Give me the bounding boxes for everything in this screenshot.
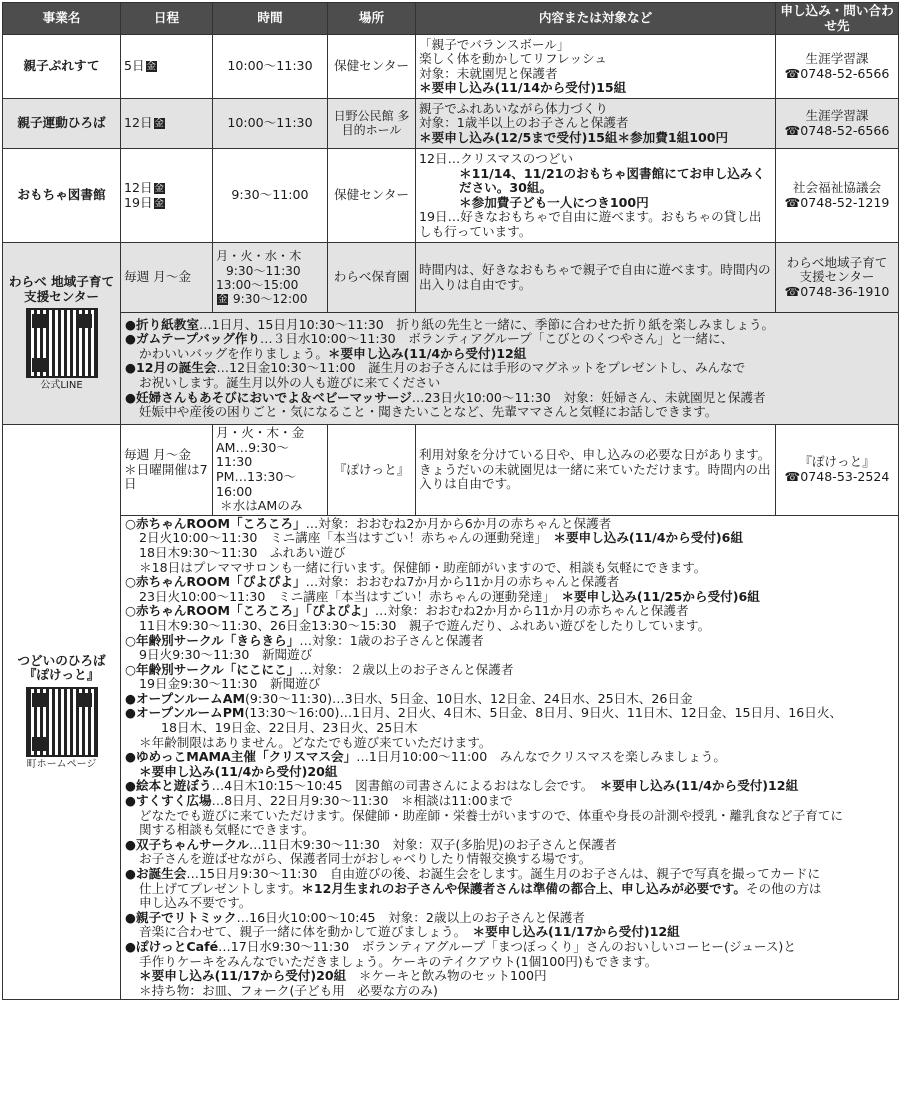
event-place: わらべ保育園 <box>328 243 416 313</box>
event-time: 月・火・水・木 9:30〜11:30 13:00〜15:00 金 9:30〜12:00 <box>213 243 328 313</box>
list-item: ●すくすく広場…8日月、22日月9:30〜11:30 ＊相談は11:00まで <box>125 793 513 809</box>
list-item: ●ゆめっこMAMA主催「クリスマス会」…1日月10:00〜11:00 みんなでクリスマスを楽しみましょう。 <box>125 749 726 765</box>
event-name-waribe: わらべ 地域子育て 支援センター 公式LINE <box>3 243 121 425</box>
event-contact: 生涯学習課 ☎0748-52-6566 <box>776 35 899 99</box>
list-item: ●親子でリトミック…16日火10:00〜10:45 対象：2歳以上のお子さんと保護者 <box>125 909 585 925</box>
list-item: ○赤ちゃんROOM「ぴよぴよ」…対象：おおむね7か月から11か月の赤ちゃんと保護者 <box>125 574 620 590</box>
event-place: 保健センター <box>328 35 416 99</box>
header-content: 内容または対象など <box>416 3 776 35</box>
list-item: ○年齢別サークル「きらきら」…対象：1歳のお子さんと保護者 <box>125 632 484 648</box>
activity-list <box>3 313 899 425</box>
header-time: 時間 <box>213 3 328 35</box>
list-item: ●絵本と遊ぼう…4日木10:15〜10:45 図書館の司書さんによるおはなし会です。 ＊要申し込み(11/4から受付)12組 <box>125 778 799 794</box>
activity-cell: ●折り紙教室…1日月、15日月10:30〜11:30 折り紙の先生と一緒に、季節に合わせた折り紙を楽しみましょう。 ●ガムテープバッグ作り…３日水10:00〜11:30 ボランティアグループ「こびとのくつやさん」と一緒に、 かわいいバッグを作りましょう。＊要申し込み(11/4から受付)12組 ●12月の誕生会…12日金10:30〜11:00 誕生月のお子さんには手形のマグネットをプレゼントし、みんなで お祝いします。誕生月以外の人も遊びに来てください ●妊婦さんもあそびにおいでよ＆ベビーマッサージ…23日火10:00〜11:30 対象：妊婦さん、未就園児と保護者 妊娠中や産後の困りごと・気になること・聞きたいことなど、先輩ママさんと気軽にお話しできます。 <box>121 313 899 425</box>
table-row <box>3 149 899 243</box>
event-date: 毎週 月〜金 <box>121 243 213 313</box>
event-time: 10:00〜11:30 <box>213 35 328 99</box>
list-item: ○年齢別サークル「にこにこ」…対象：２歳以上のお子さんと保護者 <box>125 661 514 677</box>
table-row <box>3 99 899 149</box>
table-row <box>3 243 899 313</box>
event-time: 9:30〜11:00 <box>213 149 328 243</box>
event-place: 保健センター <box>328 149 416 243</box>
list-item: ●オープンルームPM(13:30〜16:00)…1日月、2日火、4日木、5日金、8日月、9日火、11日木、12日金、15日月、16日火、 <box>125 705 843 721</box>
event-content: 「親子でバランスボール」 楽しく体を動かしてリフレッシュ 対象：未就園児と保護者 ＊要申し込み(11/14から受付)15組 <box>416 35 776 99</box>
list-item: ●お誕生会…15日月9:30〜11:30 自由遊びの後、お誕生会をします。誕生月のお子さんは、親子で写真を撮ってカードに <box>125 866 821 881</box>
list-item: ●双子ちゃんサークル…11日木9:30〜11:30 対象：双子(多胎児)のお子さんと保護者 <box>125 836 617 852</box>
event-name-pocket: つどいのひろば 『ぽけっと』 町ホームページ <box>3 425 121 1000</box>
list-item: ●妊婦さんもあそびにおいでよ＆ベビーマッサージ…23日火10:00〜11:30 対象：妊婦さん、未就園児と保護者 <box>125 389 766 405</box>
event-contact: 生涯学習課 ☎0748-52-6566 <box>776 99 899 149</box>
event-place: 『ぽけっと』 <box>328 425 416 516</box>
activity-cell: ○赤ちゃんROOM「ころころ」…対象：おおむね2か月から6か月の赤ちゃんと保護者 2日火10:00〜11:30 ミニ講座「本当はすごい！赤ちゃんの運動発達」 ＊要申し込み(11/4から受付)6組 18日木9:30〜11:30 ふれあい遊び ＊18日はプレママサロンも一緒に行います。保健師・助産師がいますので、相談も気軽にできます。 ○赤ちゃんROOM「ぴよぴよ」…対象：おおむね7か月から11か月の赤ちゃんと保護者 23日火10:00〜11:30 ミニ講座「本当はすごい！赤ちゃんの運動発達」 ＊要申し込み(11/25から受付)6組 ○赤ちゃんROOM「ころころ」「ぴよぴよ」…対象：おおむね2か月から11か月の赤ちゃんと保護者 11日木9:30〜11:30、26日金13:30〜15:30 親子で遊んだり、ふれあい遊びをしたりしています。 ○年齢別サークル「きらきら」…対象：1歳のお子さんと保護者 9日火9:30〜11:30 新聞遊び ○年齢別サークル「にこにこ」…対象：２歳以上のお子さんと保護者 19日金9:30〜11:30 新聞遊び ●オープンルームAM(9:30〜11:30)…3日水、5日金、10日水、12日金、24日水、25日木、26日金 ●オープンルームPM(13:30〜16:00)…1日月、2日火、4日木、5日金、8日月、9日火、11日木、12日金、15日月、16日火、 18日木、19日金、22日月、23日火、25日木 ＊年齢制限はありません。どなたでも遊び来ていただけます。 ●ゆめっこMAMA主催「クリスマス会」…1日月10:00〜11:00 みんなでクリスマスを楽しみましょう。 ＊要申し込み(11/4から受付)20組 ●絵本と遊ぼう…4日木10:15〜10:45 図書館の司書さんによるおはなし会です。 ＊要申し込み(11/4から受付)12組 ●すくすく広場…8日月、22日月9:30〜11:30 ＊相談は11:00まで どなたでも遊びに来ていただけます。保健師・助産師・栄養士がいますので、体重や身長の計測や授乳・離乳食など子育てに 関する相談も気軽にできます。 ●双子ちゃんサークル…11日木9:30〜11:30 対象：双子(多胎児)のお子さんと保護者 お子さんを遊ばせながら、保護者同士がおしゃべりしたり情報交換する場です。 ●お誕生会…15日月9:30〜11:30 自由遊びの後、お誕生会をします。誕生月のお子さんは、親子で写真を撮ってカードに 仕上げてプレゼントします。＊12月生まれのお子さんや保護者さんは準備の都合上、申し込みが必要です。その他の方は 申し込み不要です。 ●親子でリトミック…16日火10:00〜10:45 対象：2歳以上のお子さんと保護者 音楽に合わせて、親子一緒に体を動かして遊びましょう。 ＊要申し込み(11/17から受付)12組 ●ぽけっとCafé…17日水9:30〜11:30 ボランティアグループ「まつぼっくり」さんのおいしいコーヒー(ジュース)と 手作りケーキをみんなでいただきましょう。ケーキのテイクアウト(1個100円)もできます。 ＊要申し込み(11/17から受付)20組 ＊ケーキと飲み物のセット100円 ＊持ち物：お皿、フォーク(子ども用 必要な方のみ) <box>121 515 899 1000</box>
event-content: 利用対象を分けている日や、申し込みの必要な日があります。きょうだいの未就園児は一緒に来ていただけます。時間内の出入りは自由です。 <box>416 425 776 516</box>
table-row <box>3 425 899 516</box>
activity-list <box>3 515 899 1000</box>
event-content: 時間内は、好きなおもちゃで親子で自由に遊べます。時間内の出入りは自由です。 <box>416 243 776 313</box>
event-time: 10:00〜11:30 <box>213 99 328 149</box>
event-date: 12日 金 19日 金 <box>121 149 213 243</box>
qr-code-icon[interactable] <box>26 687 98 757</box>
event-content: 親子でふれあいながら体力づくり 対象：1歳半以上のお子さんと保護者 ＊要申し込み(12/5まで受付)15組＊参加費1組100円 <box>416 99 776 149</box>
event-name: おもちゃ図書館 <box>3 149 121 243</box>
list-item: ●ぽけっとCafé…17日水9:30〜11:30 ボランティアグループ「まつぼっくり」さんのおいしいコーヒー(ジュース)と <box>125 938 796 954</box>
event-table <box>2 2 899 1000</box>
event-content: 12日…クリスマスのつどい ＊11/14、11/21のおもちゃ図書館にてお申し込みください。30組。 ＊参加費子ども一人につき100円 19日…好きなおもちゃで自由に遊べます。おもちゃの貸し出しも行っています。 <box>416 149 776 243</box>
event-time: 月・火・木・金 AM…9:30〜11:30 PM…13:30〜16:00 ＊水はAMのみ <box>213 425 328 516</box>
event-date: 12日 金 <box>121 99 213 149</box>
header-date: 日程 <box>121 3 213 35</box>
event-place: 日野公民館 多目的ホール <box>328 99 416 149</box>
event-contact: わらべ地域子育て 支援センター ☎0748-36-1910 <box>776 243 899 313</box>
event-contact: 社会福祉協議会 ☎0748-52-1219 <box>776 149 899 243</box>
event-name: 親子ぷれすて <box>3 35 121 99</box>
qr-code-icon[interactable] <box>26 308 98 378</box>
event-date: 5日 金 <box>121 35 213 99</box>
table-row <box>3 35 899 99</box>
list-item: ○赤ちゃんROOM「ころころ」「ぴよぴよ」…対象：おおむね2か月から11か月の赤ちゃんと保護者 <box>125 603 689 619</box>
list-item: ○赤ちゃんROOM「ころころ」…対象：おおむね2か月から6か月の赤ちゃんと保護者 <box>125 515 612 531</box>
event-date: 毎週 月〜金 ＊日曜開催は7日 <box>121 425 213 516</box>
table-header <box>3 3 899 35</box>
header-event-name: 事業名 <box>3 3 121 35</box>
list-item: ●ガムテープバッグ作り…３日水10:00〜11:30 ボランティアグループ「こびとのくつやさん」と一緒に、 <box>125 331 734 347</box>
list-item: ●折り紙教室…1日月、15日月10:30〜11:30 折り紙の先生と一緒に、季節に合わせた折り紙を楽しみましょう。 <box>125 316 775 332</box>
header-place: 場所 <box>328 3 416 35</box>
header-contact: 申し込み・問い合わせ先 <box>776 3 899 35</box>
list-item: ●オープンルームAM(9:30〜11:30)…3日水、5日金、10日水、12日金、24日水、25日木、26日金 <box>125 690 693 706</box>
event-name: 親子運動ひろば <box>3 99 121 149</box>
event-contact: 『ぽけっと』 ☎0748-53-2524 <box>776 425 899 516</box>
list-item: ●12月の誕生会…12日金10:30〜11:00 誕生月のお子さんには手形のマグネットをプレゼントし、みんなで <box>125 360 746 376</box>
